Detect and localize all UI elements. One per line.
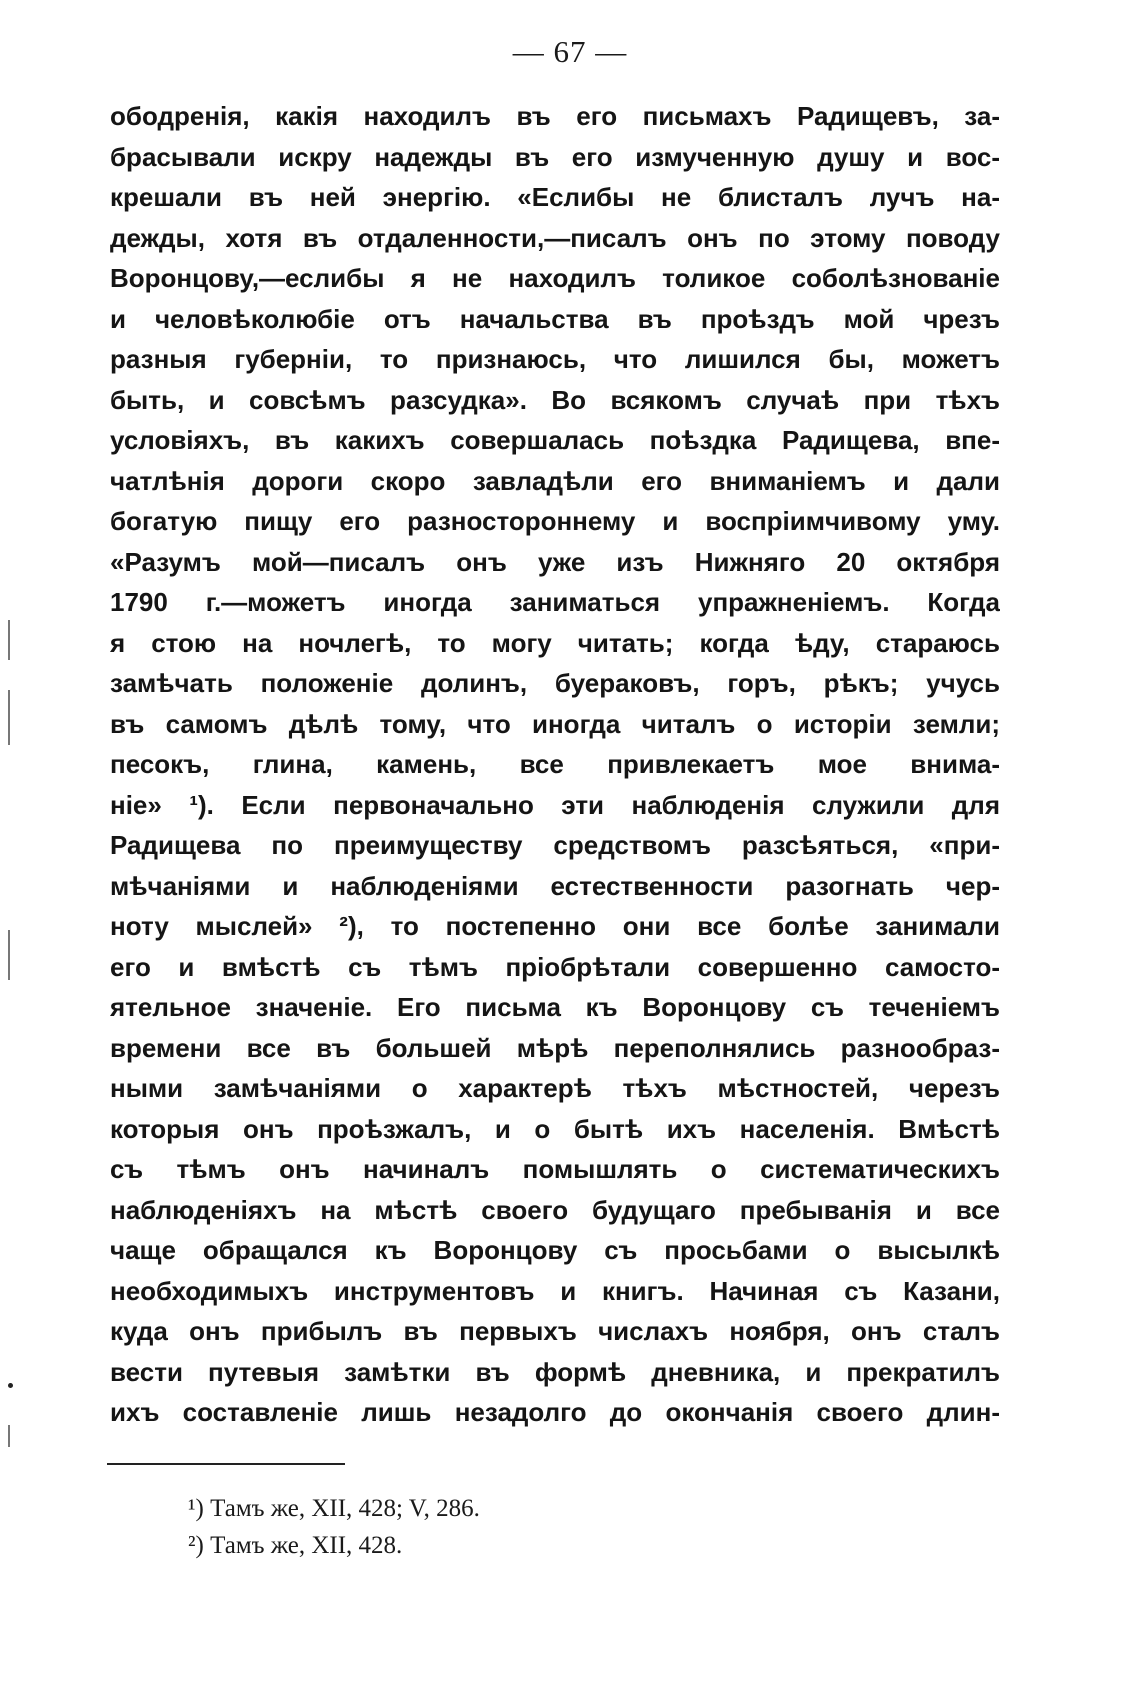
text-line-12: «Разумъ мой—писалъ онъ уже изъ Нижняго 20 октября: [110, 546, 1000, 577]
text-line-18: ніе» ¹). Если первоначально эти наблюденія служили для: [110, 789, 1000, 820]
scan-edge-mark: [8, 930, 10, 980]
footnote-2: ²) Тамъ же, XII, 428.: [188, 1532, 403, 1559]
text-line-16: въ самомъ дѣлѣ тому, что иногда читалъ о исторіи земли;: [110, 708, 1000, 739]
text-line-3: крешали въ ней энергію. «Еслибы не блисталъ лучъ на-: [110, 182, 1000, 212]
footnotes: [188, 1490, 888, 1564]
text-line-5: Воронцову,—еслибы я не находилъ толикое соболѣзнованіе: [110, 263, 1000, 293]
text-line-7: разныя губерніи, то признаюсь, что лишился бы, можетъ: [110, 344, 1000, 374]
text-line-30: необходимыхъ инструментовъ и книгъ. Начиная съ Казани,: [110, 1275, 1000, 1306]
text-line-21: ноту мыслей» ²), то постепенно они все болѣе занимали: [110, 911, 1000, 941]
footnote-1: ¹) Тамъ же, XII, 428; V, 286.: [188, 1495, 480, 1522]
text-line-19: Радищева по преимуществу средствомъ разсѣяться, «при-: [110, 830, 1000, 860]
text-line-15: замѣчать положеніе долинъ, буераковъ, горъ, рѣкъ; учусь: [110, 668, 1000, 698]
text-line-9: условіяхъ, въ какихъ совершалась поѣздка Радищева, впе-: [110, 425, 1000, 455]
text-line-20: мѣчаніями и наблюденіями естественности разогнать чер-: [110, 870, 1000, 901]
page-number: — 67 —: [512, 34, 628, 69]
text-line-32: вести путевыя замѣтки въ формѣ дневника, и прекратилъ: [110, 1356, 1000, 1387]
text-line-8: быть, и совсѣмъ разсудка». Во всякомъ случаѣ при тѣхъ: [110, 384, 1000, 415]
scan-speck: [8, 1383, 13, 1388]
text-line-33: ихъ составленіе лишь незадолго до окончанія своего длин-: [110, 1397, 1000, 1427]
text-line-1: ободренія, какія находилъ въ его письмахъ Радищевъ, за-: [110, 101, 1000, 131]
scan-edge-mark: [8, 620, 10, 660]
footnote-divider: [107, 1463, 345, 1465]
text-line-10: чатлѣнія дороги скоро завладѣли его вниманіемъ и дали: [110, 465, 1000, 496]
text-line-4: дежды, хотя въ отдаленности,—писалъ онъ по этому поводу: [110, 222, 1000, 253]
text-line-6: и человѣколюбіе отъ начальства въ проѣздъ мой чрезъ: [110, 303, 1000, 334]
text-line-2: брасывали искру надежды въ его измученную душу и вос-: [110, 141, 1000, 172]
text-line-22: его и вмѣстѣ съ тѣмъ пріобрѣтали совершенно самосто-: [110, 951, 1000, 982]
text-line-31: куда онъ прибылъ въ первыхъ числахъ ноября, онъ сталъ: [110, 1316, 1000, 1346]
scan-edge-mark: [8, 1425, 10, 1447]
text-line-14: я стою на ночлегѣ, то могу читать; когда ѣду, стараюсь: [110, 627, 1000, 658]
text-line-11: богатую пищу его разностороннему и воспріимчивому уму.: [110, 506, 1000, 536]
body-text: [110, 96, 1000, 1433]
text-line-28: наблюденіяхъ на мѣстѣ своего будущаго пребыванія и все: [110, 1194, 1000, 1225]
text-line-17: песокъ, глина, камень, все привлекаетъ мое внима-: [110, 749, 1000, 779]
text-line-26: которыя онъ проѣзжалъ, и о бытѣ ихъ населенія. Вмѣстѣ: [110, 1113, 1000, 1144]
scan-edge-mark: [8, 690, 10, 745]
text-line-13: 1790 г.—можетъ иногда заниматься упражненіемъ. Когда: [110, 587, 1000, 617]
text-line-23: ятельное значеніе. Его письма къ Воронцову съ теченіемъ: [110, 992, 1000, 1022]
text-line-27: съ тѣмъ онъ начиналъ помышлять о систематическихъ: [110, 1154, 1000, 1184]
text-line-29: чаще обращался къ Воронцову съ просьбами о высылкѣ: [110, 1235, 1000, 1265]
text-line-24: времени все въ большей мѣрѣ переполнялись разнообраз-: [110, 1032, 1000, 1063]
text-line-25: ными замѣчаніями о характерѣ тѣхъ мѣстностей, черезъ: [110, 1073, 1000, 1103]
